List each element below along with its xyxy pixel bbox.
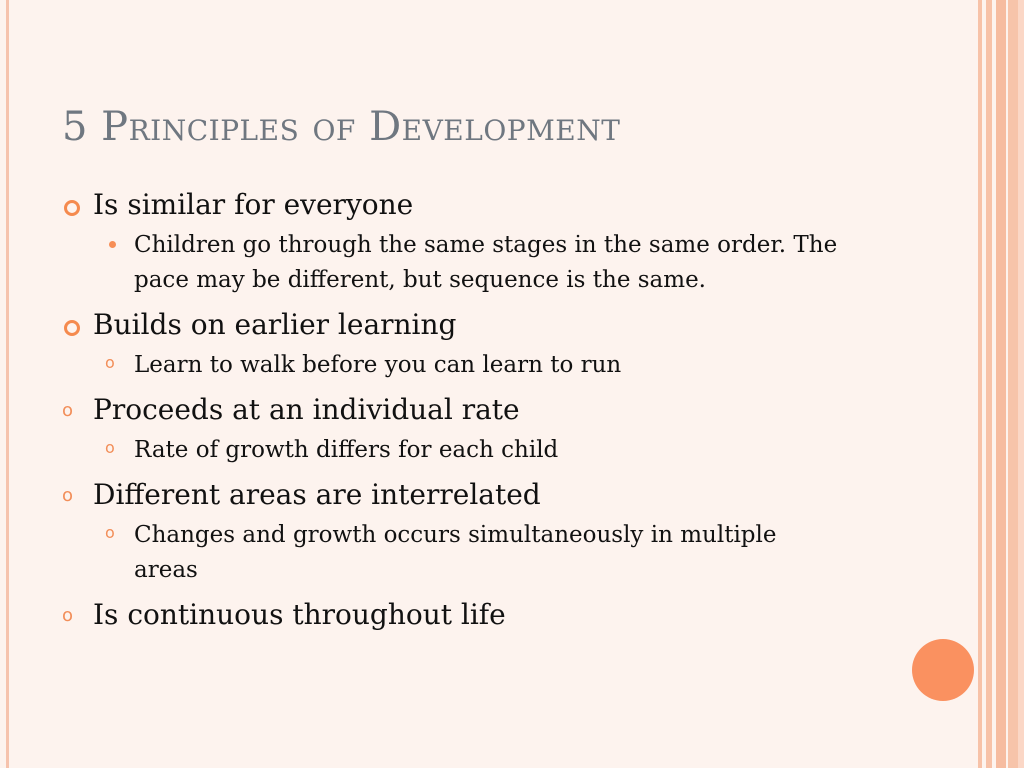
circle-outline-bullet-icon: o: [105, 438, 115, 457]
bullet-item: [60, 186, 920, 224]
sub-bullet-text: Changes and growth occurs simultaneously in multiple areas: [134, 522, 777, 583]
circle-outline-bullet-icon: o: [62, 605, 74, 626]
bullet-item: [60, 391, 920, 429]
circle-outline-bullet-icon: o: [105, 523, 115, 542]
dot-bullet-icon: [109, 241, 116, 248]
sub-bullet-text: Learn to walk before you can learn to run: [134, 352, 622, 378]
sub-bullet-item: [60, 348, 920, 383]
right-stripe: [996, 0, 1006, 768]
left-border-line: [6, 0, 9, 768]
right-stripe: [986, 0, 992, 768]
ring-bullet-icon: [64, 320, 80, 336]
bullet-text: Is similar for everyone: [93, 188, 414, 221]
bullet-text: Different areas are interrelated: [93, 478, 541, 511]
bullet-item: [60, 306, 920, 344]
right-stripe: [1018, 0, 1024, 768]
sub-bullet-item: [60, 518, 834, 588]
bullet-item: [60, 476, 920, 514]
bullet-item: [60, 596, 920, 634]
decorative-circle: [912, 639, 974, 701]
sub-bullet-text: Children go through the same stages in the same order. The pace may be different, but sequence is the same.: [134, 232, 838, 293]
bullet-list: [60, 186, 920, 634]
slide-title: 5 Principles of Development: [62, 104, 621, 150]
ring-bullet-icon: [64, 200, 80, 216]
bullet-text: Builds on earlier learning: [93, 308, 457, 341]
circle-outline-bullet-icon: o: [62, 485, 74, 506]
bullet-text: Proceeds at an individual rate: [93, 393, 520, 426]
sub-bullet-item: [60, 433, 920, 468]
bullet-text: Is continuous throughout life: [93, 598, 506, 631]
sub-bullet-item: [60, 228, 894, 298]
sub-bullet-text: Rate of growth differs for each child: [134, 437, 559, 463]
circle-outline-bullet-icon: o: [105, 353, 115, 372]
right-stripe: [978, 0, 982, 768]
circle-outline-bullet-icon: o: [62, 400, 74, 421]
